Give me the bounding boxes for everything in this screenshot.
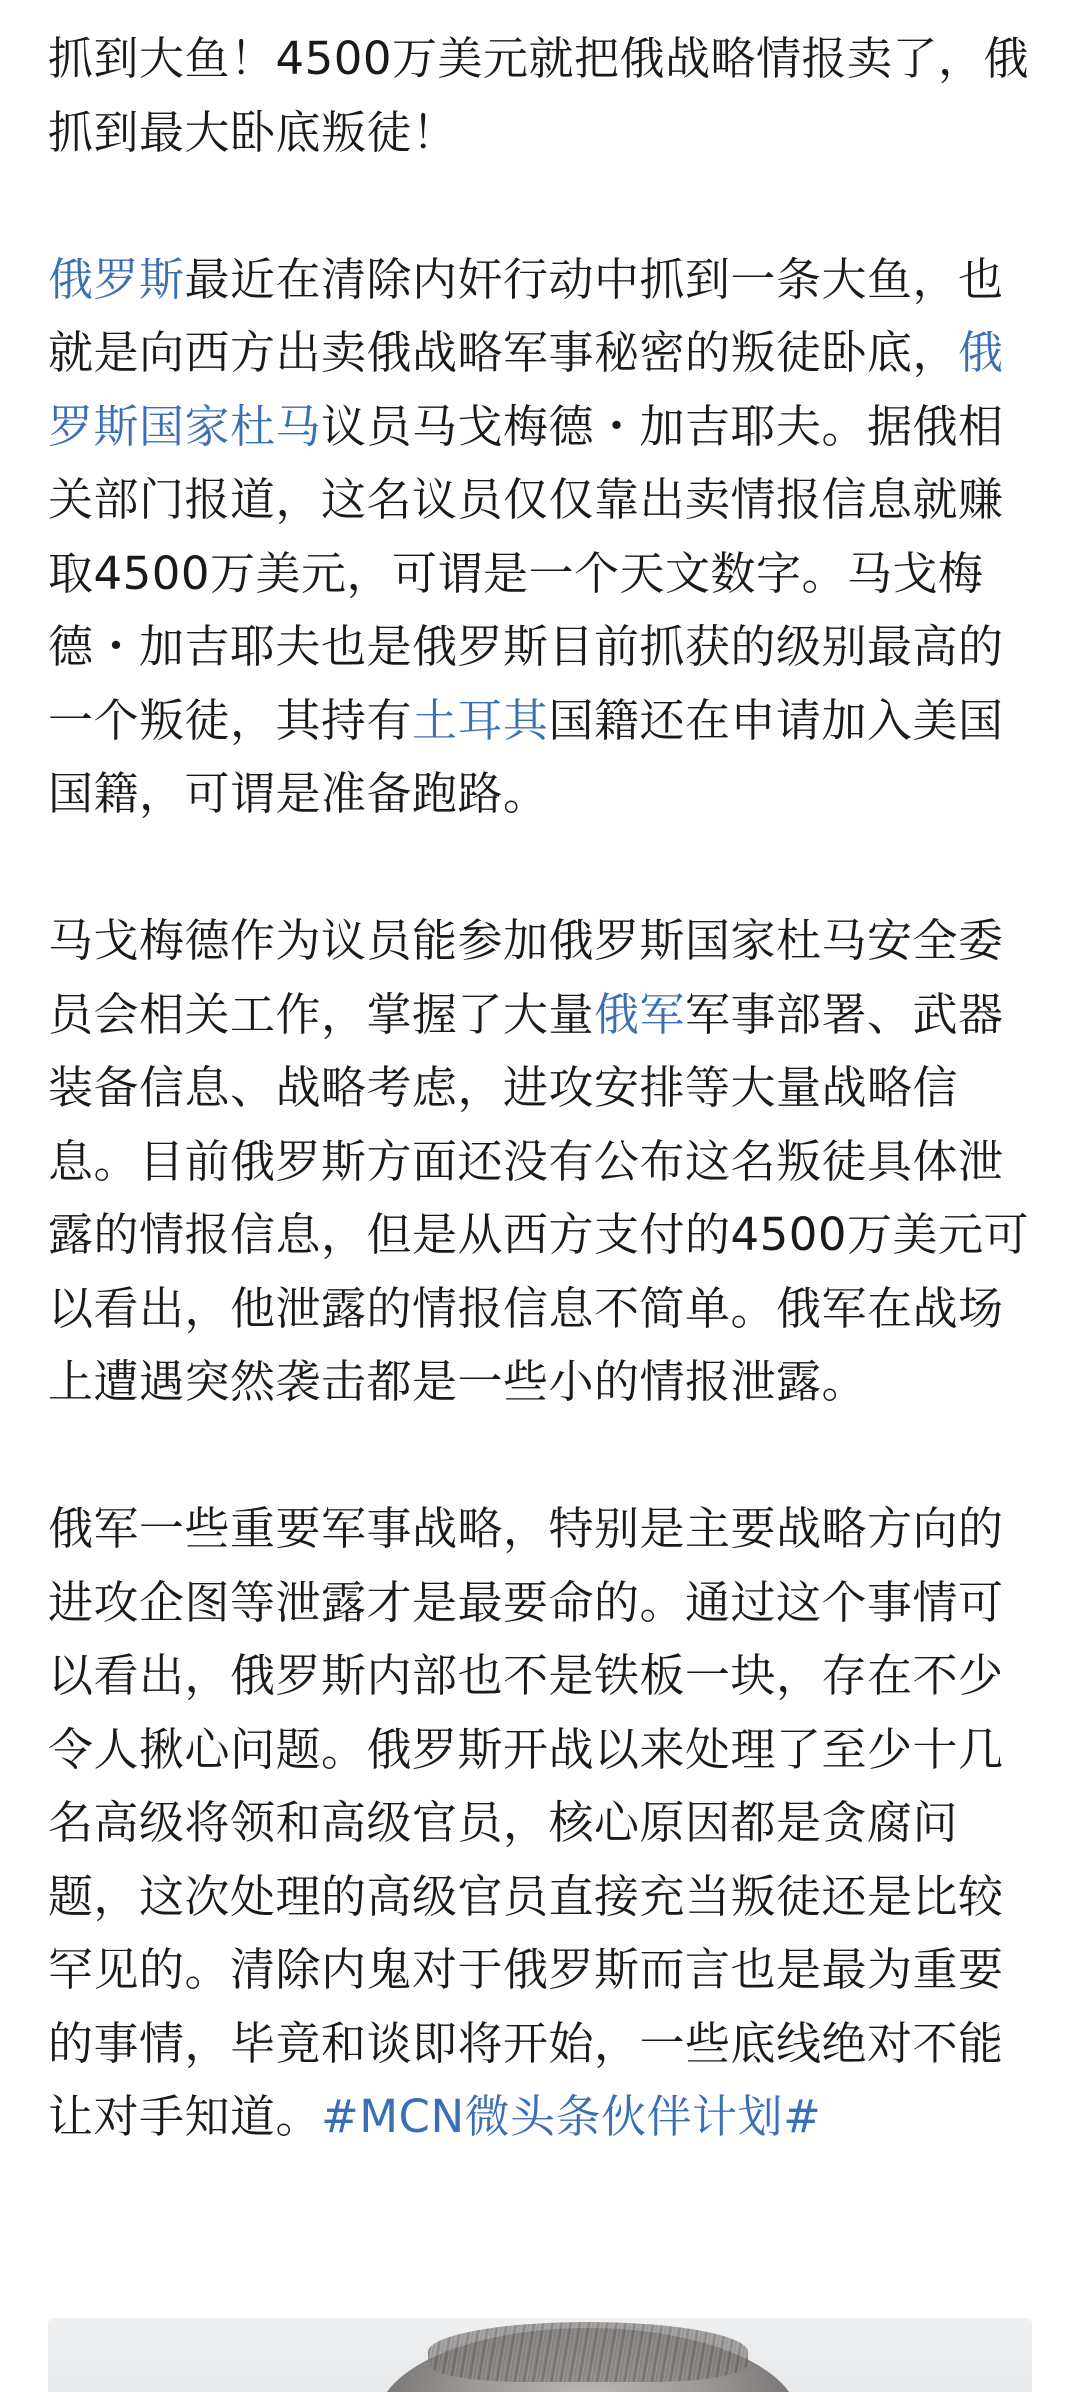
portrait-hair: [428, 2322, 748, 2382]
paragraph-2-text-1: 马戈梅德作为议员能参加俄罗斯国家杜马安全委员会相关工作，掌握了大量: [48, 914, 1004, 1041]
link-russia[interactable]: 俄罗斯: [48, 252, 185, 306]
article-body: [48, 22, 1032, 2154]
article-title: 抓到大鱼！4500万美元就把俄战略情报卖了，俄抓到最大卧底叛徒！: [48, 32, 1030, 159]
paragraph-1-text-1: 最近在清除内奸行动中抓到一条大鱼，也就是向西方出卖俄战略军事秘密的叛徒卧底，: [48, 252, 1004, 379]
paragraph-3-text-1: 俄军一些重要军事战略，特别是主要战略方向的进攻企图等泄露才是最要命的。通过这个事情可以看出，俄罗斯内部也不是铁板一块，存在不少令人揪心问题。俄罗斯开战以来处理了至少十几名高级将领和高级官员，核心原因都是贪腐问题，这次处理的高级官员直接充当叛徒还是比较罕见的。清除内鬼对于俄罗斯而言也是最为重要的事情，毕竟和谈即将开始，一些底线绝对不能让对手知道。: [48, 1502, 1004, 2143]
link-state-duma[interactable]: 俄罗斯国家杜马: [48, 326, 1004, 453]
link-russian-army[interactable]: 俄军: [594, 987, 686, 1041]
paragraph-1-text-2: 议员马戈梅德・加吉耶夫。据俄相关部门报道，这名议员仅仅靠出卖情报信息就赚取4500万美元，可谓是一个天文数字。马戈梅德・加吉耶夫也是俄罗斯目前抓获的级别最高的一个叛徒，其持有: [48, 399, 1004, 747]
paragraph-3: [48, 1492, 1032, 2154]
hashtag-link[interactable]: #MCN微头条伙伴计划#: [321, 2090, 822, 2143]
paragraph-1: [48, 243, 1032, 831]
paragraph-1-text-3: 国籍还在申请加入美国国籍，可谓是准备跑路。: [48, 693, 1004, 820]
article-image[interactable]: [48, 2318, 1032, 2392]
link-turkey[interactable]: 土耳其: [412, 693, 549, 747]
paragraph-2-text-2: 军事部署、武器装备信息、战略考虑，进攻安排等大量战略信息。目前俄罗斯方面还没有公布这名叛徒具体泄露的情报信息，但是从西方支付的4500万美元可以看出，他泄露的情报信息不简单。俄军在战场上遭遇突然袭击都是一些小的情报泄露。: [48, 987, 1030, 1408]
paragraph-2: [48, 904, 1032, 1419]
